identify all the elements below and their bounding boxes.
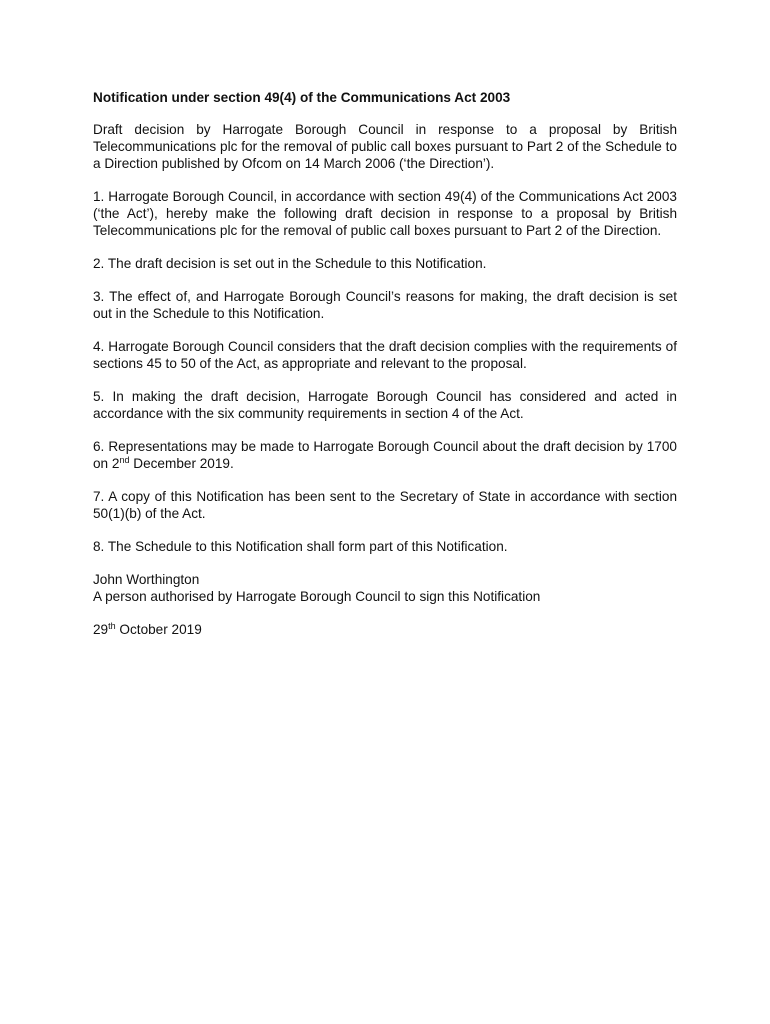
paragraph-8: 8. The Schedule to this Notification shall form part of this Notification. xyxy=(93,539,508,554)
paragraph-4: 4. Harrogate Borough Council considers that the draft decision complies with the requirements of sections 45 to 50 of the Act, as appropriate and relevant to the proposal. xyxy=(93,339,677,371)
paragraph-1: 1. Harrogate Borough Council, in accordance with section 49(4) of the Communications Act 2003 (‘the Act’), hereby make the following draft decision in response to a proposal by British Telecommunications plc for the removal of public call boxes pursuant to Part 2 of the Direction. xyxy=(93,189,677,238)
date-day: 29 xyxy=(93,622,109,637)
document-date xyxy=(93,621,677,638)
signature-block xyxy=(93,571,677,605)
paragraph-6-text: 6. Representations may be made to Harrogate Borough Council about the draft decision by 1700 on 2 xyxy=(93,439,677,471)
paragraph-6-ordinal: nd xyxy=(119,455,130,465)
paragraph-2: 2. The draft decision is set out in the Schedule to this Notification. xyxy=(93,256,487,271)
document-title: Notification under section 49(4) of the Communications Act 2003 xyxy=(93,90,511,105)
date-ordinal: th xyxy=(108,621,116,631)
paragraph-3: 3. The effect of, and Harrogate Borough Council’s reasons for making, the draft decision is set out in the Schedule to this Notification. xyxy=(93,289,677,321)
signatory-name: John Worthington xyxy=(93,572,200,587)
document-page xyxy=(93,89,677,638)
paragraph-6-text-end: December 2019. xyxy=(129,456,234,471)
paragraph-5: 5. In making the draft decision, Harrogate Borough Council has considered and acted in accordance with the six community requirements in section 4 of the Act. xyxy=(93,389,677,421)
paragraph-6 xyxy=(93,438,677,472)
date-month-year: October 2019 xyxy=(115,622,202,637)
signatory-role: A person authorised by Harrogate Borough Council to sign this Notification xyxy=(93,589,541,604)
paragraph-7: 7. A copy of this Notification has been sent to the Secretary of State in accordance with section 50(1)(b) of the Act. xyxy=(93,489,677,521)
intro-paragraph: Draft decision by Harrogate Borough Council in response to a proposal by British Telecommunications plc for the removal of public call boxes pursuant to Part 2 of the Schedule to a Direction published by Ofcom on 14 March 2006 (‘the Direction’). xyxy=(93,122,677,171)
